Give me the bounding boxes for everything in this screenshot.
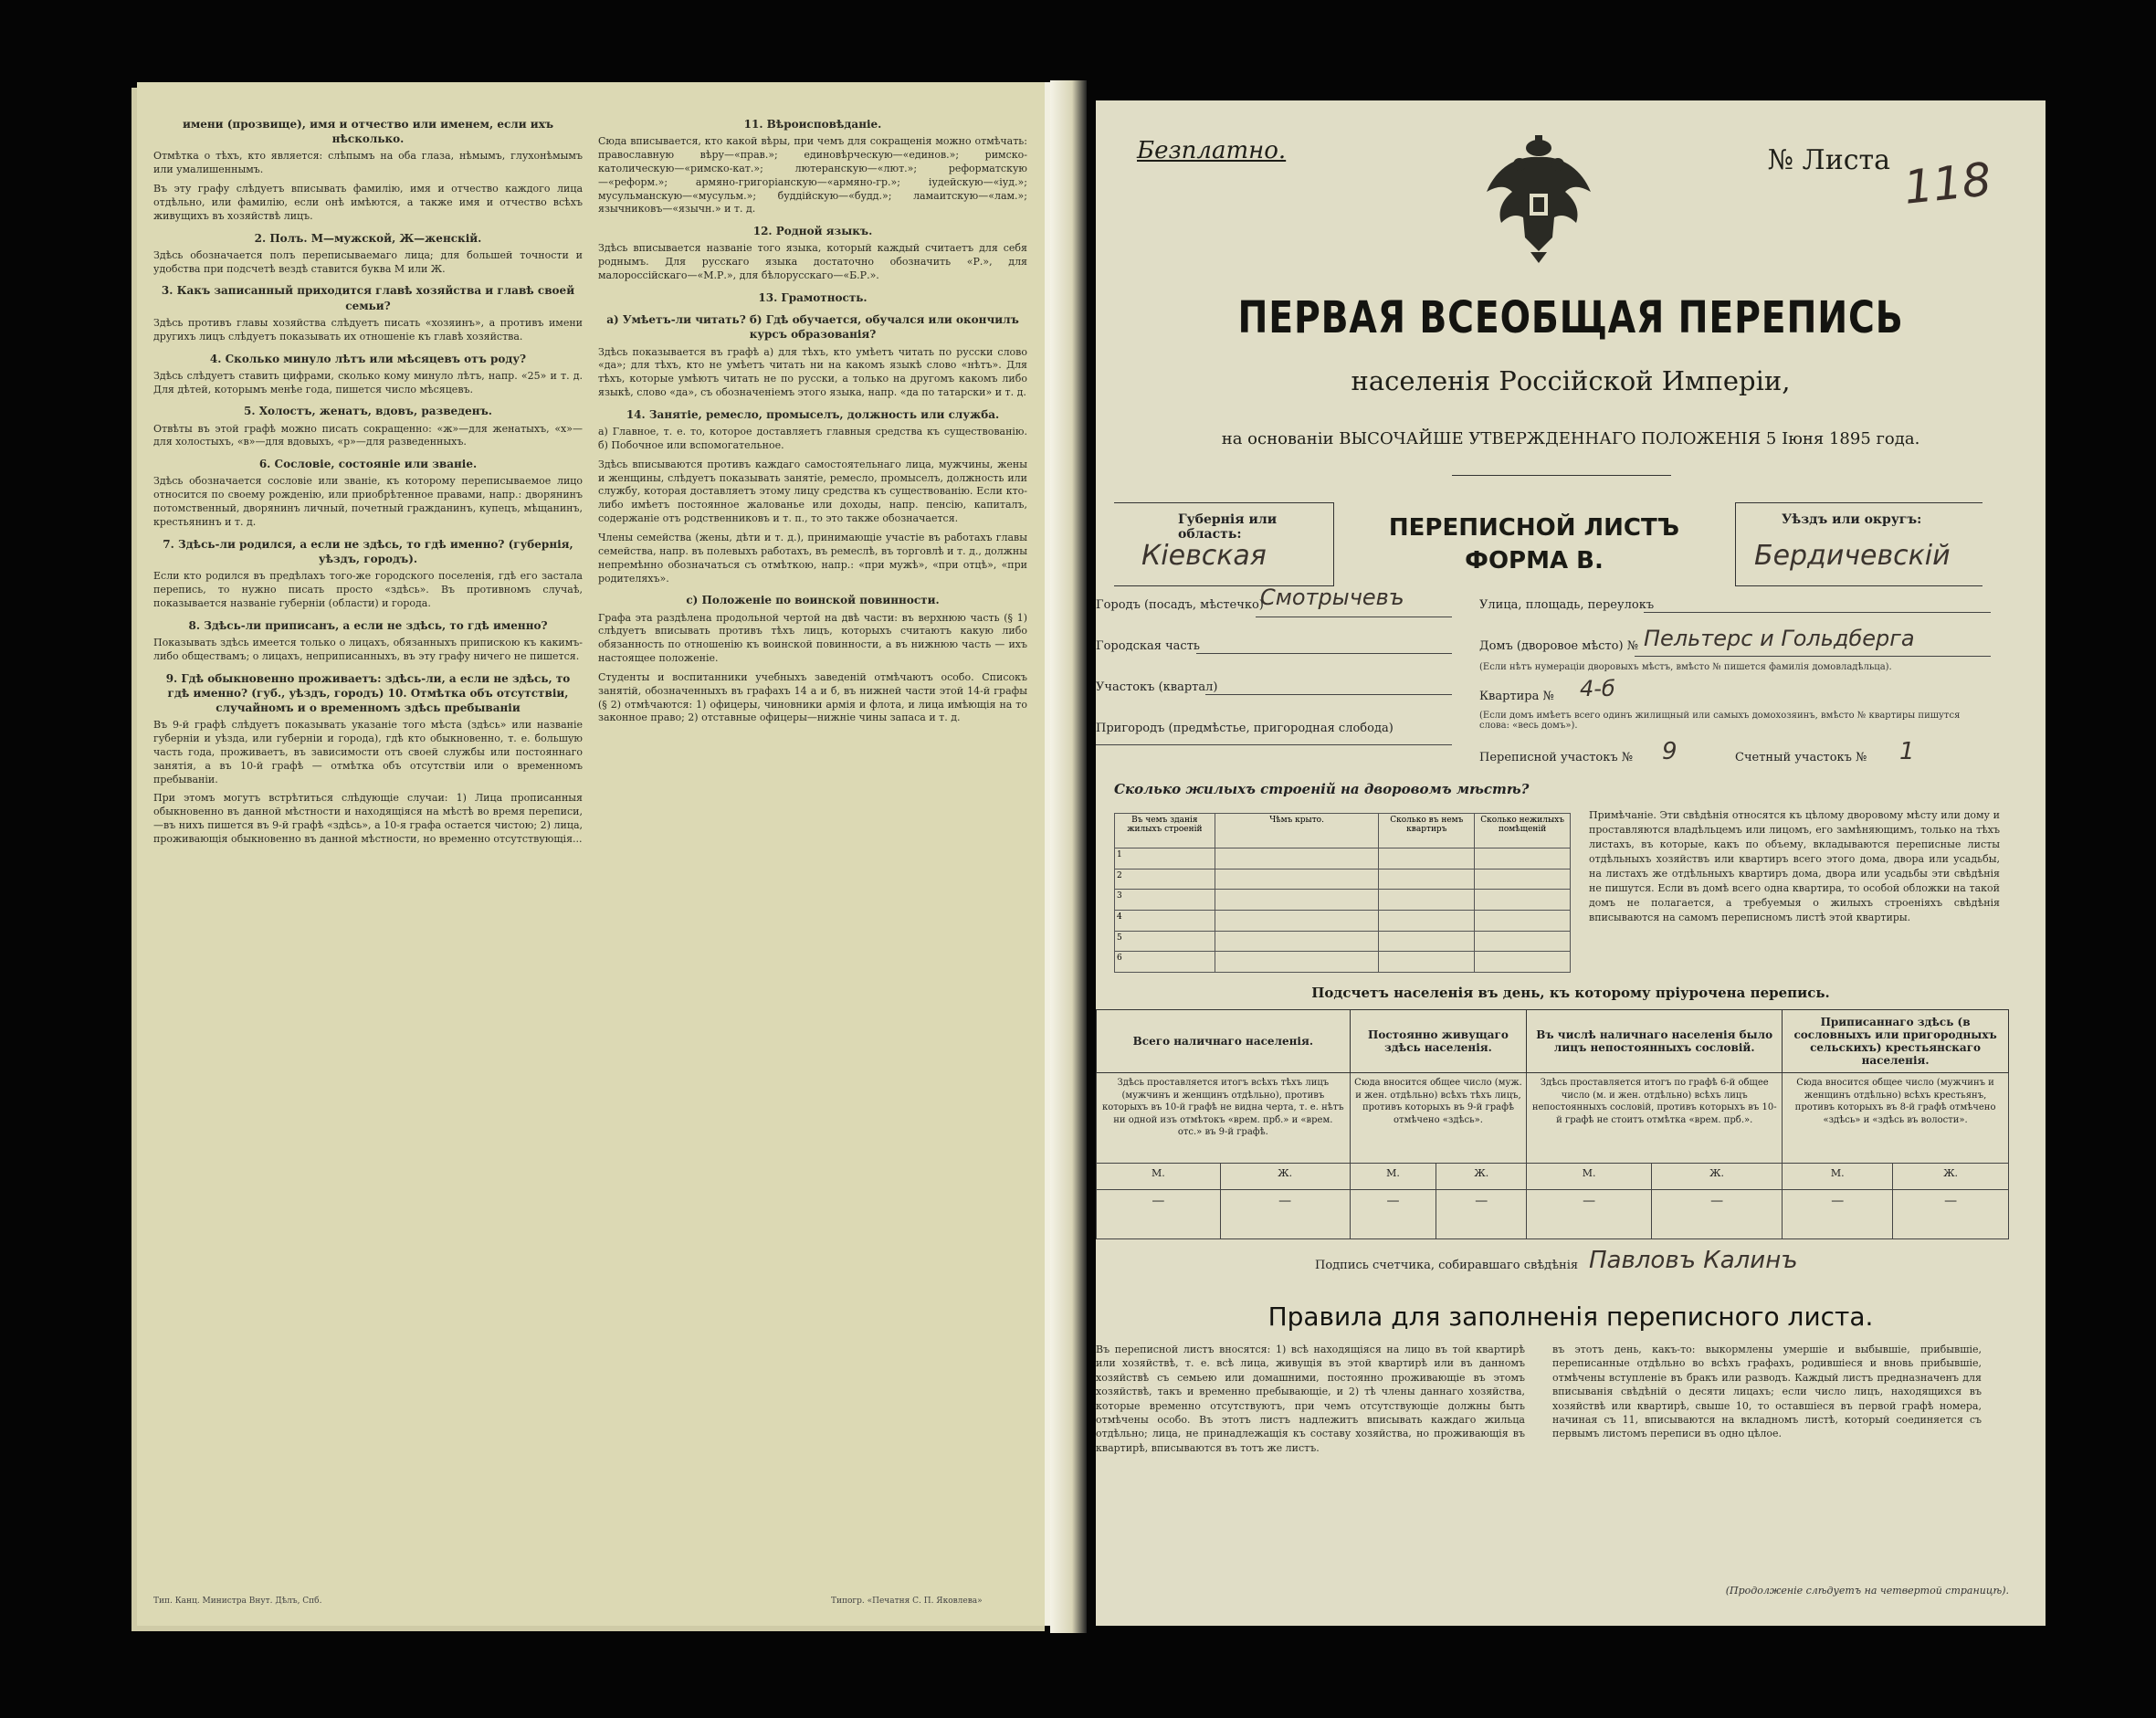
dwellings-row-num: 3 — [1115, 890, 1215, 911]
paragraph: Здѣсь слѣдуетъ ставить цифрами, сколько кому минуло лѣтъ, напр. «25» и т. д. Для дѣтей, которымъ менѣе года, пишется число мѣсяцевъ. — [153, 369, 583, 395]
dom-underline — [1635, 656, 1991, 657]
uchastok-underline — [1205, 694, 1452, 695]
paragraph: Здѣсь обозначается сословіе или званіе, къ которому переписываемое лицо относится по своему рожденію, или приобрѣтенное правами, напр.: дворянинъ потомственный, дворянинъ личный, почетный гражданинъ, купецъ, мѣщанинъ, крестьянинъ и т. д. — [153, 475, 583, 528]
section-heading: имени (прозвище), имя и отчество или именем, если ихъ нѣсколько. — [182, 118, 554, 146]
section-heading: а) Умѣетъ-ли читать? б) Гдѣ обучается, обучался или окончилъ курсъ образованія? — [606, 313, 1019, 342]
dwellings-row-num: 2 — [1115, 869, 1215, 890]
form-header — [1361, 511, 1708, 578]
count-male-label: М. — [1527, 1164, 1652, 1190]
count-female-label: Ж. — [1893, 1164, 2009, 1190]
dwellings-row-num: 1 — [1115, 848, 1215, 869]
section-heading: 12. Родной языкъ. — [752, 225, 873, 238]
gubernia-label: Губернія или область: — [1178, 512, 1278, 542]
dom-label: Домъ (дворовое мѣсто) № — [1479, 639, 1639, 653]
dwellings-table — [1114, 813, 1571, 973]
count-header: Постоянно живущаго здѣсь населенія. — [1350, 1010, 1527, 1073]
free-label: Безплатно. — [1137, 137, 1287, 164]
paragraph: Здѣсь вписываются противъ каждаго самостоятельнаго лица, мужчины, жены и женщины, слѣдуетъ показывать занятіе, ремесло, промыселъ, должность или службу, которая доставляетъ этому лицу средства къ существованію. Если кто-либо имѣетъ постоянное жалованье или доходы, напр. пенсію, капиталъ, содержаніе отъ родственниковъ и т. п., то это также обозначается. — [598, 458, 1027, 525]
count-value: — — [1097, 1190, 1221, 1239]
legal-basis: на основаніи ВЫСОЧАЙШЕ УТВЕРЖДЕННАГО ПОЛОЖЕНІЯ 5 Іюня 1895 года. — [1221, 429, 1920, 448]
paragraph: Въ эту графу слѣдуетъ вписывать фамилію, имя и отчество каждого лица отдѣльно, или фамилію, если онѣ имѣются, а также имя и отчество всѣхъ живущихъ въ хозяйствѣ лицъ. — [153, 183, 583, 222]
dwellings-header-row — [1115, 814, 1571, 848]
paragraph: Если кто родился въ предѣлахъ того-же городского поселенія, гдѣ его застала перепись, то нужно писать просто «здѣсь». Въ противномъ случаѣ, показывается названіе губерніи (области) и города. — [153, 570, 583, 609]
section-heading: с) Положеніе по воинской повинности. — [686, 594, 940, 607]
population-count-table — [1096, 1009, 2009, 1239]
rules-column-2: въ этотъ день, какъ-то: выкормлены умершіе и выбывшіе, прибывшіе, переписанные отдѣльно во всѣхъ графахъ, родившіеся и вновь прибывшіе, отмѣчены вступленіе въ бракъ или разводъ. Каждый листъ предназначенъ для вписыванія свѣдѣній о десяти лицахъ; если число лицъ, находящихся въ хозяйствѣ или квартирѣ, свыше 10, то оставшіеся въ первой графѣ номера, начиная съ 11, вписываются на вкладномъ листѣ, который соединяется съ первымъ листомъ переписи въ одно цѣлое. — [1552, 1344, 1982, 1440]
count-description: Сюда вносится общее число (муж. и жен. отдѣльно) всѣхъ тѣхъ лицъ, противъ которыхъ въ 9-й графѣ отмѣчено «здѣсь». — [1350, 1073, 1527, 1164]
count-header: Всего наличнаго населенія. — [1097, 1010, 1351, 1073]
gubernia-value: Кіевская — [1141, 540, 1267, 572]
uezd-value: Бердичевскій — [1754, 540, 1951, 572]
section-heading: 8. Здѣсь-ли приписанъ, а если не здѣсь, то гдѣ именно? — [188, 618, 548, 632]
dwellings-header: Сколько въ немъ квартиръ — [1379, 814, 1475, 848]
paragraph: Показывать здѣсь имеется только о лицахъ, обязанныхъ припискою къ какимъ-либо обществамъ; о лицахъ, неприписанныхъ, въ эту графу ничего не пишется. — [153, 636, 583, 662]
count-value: — — [1893, 1190, 2009, 1239]
chast-label: Городская часть — [1096, 639, 1200, 653]
sheet-number-handwritten: 118 — [1900, 153, 1993, 215]
count-header: Въ числѣ наличнаго населенія было лицъ непостоянныхъ сословій. — [1527, 1010, 1783, 1073]
paragraph: При этомъ могутъ встрѣтиться слѣдующіе случаи: 1) Лица прописанныя обыкновенно въ данной мѣстности и находящіяся на мѣстѣ во время переписи,—въ нихъ пишется въ 9-й графѣ «здѣсь», а 10-я графа остается чистою; 2) лица, проживающія обыкновенно въ данной мѣстности, но временно отсутствующія... — [153, 792, 583, 845]
page-gutter — [1050, 80, 1087, 1633]
schet-uchastok-value: 1 — [1899, 738, 1915, 765]
count-description-row — [1097, 1073, 2009, 1164]
dwellings-row-num: 5 — [1115, 931, 1215, 952]
section-heading: 4. Сколько минуло лѣтъ или мѣсяцевъ отъ роду? — [209, 352, 527, 365]
count-female-label: Ж. — [1652, 1164, 1783, 1190]
chast-underline — [1196, 653, 1452, 654]
section-heading: 6. Сословіе, состояніе или званіе. — [258, 458, 478, 471]
count-value: — — [1783, 1190, 1893, 1239]
left-footer-typography: Типогр. «Печатня С. П. Яковлева» — [831, 1597, 983, 1606]
dwellings-header: Чѣмъ крыто. — [1215, 814, 1379, 848]
rules-column-1: Въ переписной листъ вносятся: 1) всѣ находящіяся на лицо въ той квартирѣ или хозяйствѣ, т. е. всѣ лица, живущія въ этой квартирѣ или въ данномъ хозяйствѣ съ семьею или домашними, постоянно проживающіе въ этомъ хозяйствѣ, такъ и временно пребывающіе, и 2) тѣ члены даннаго хозяйства, которые временно отсутствуютъ, при чемъ отсутствующіе должны быть отмѣчены особо. Въ этотъ листъ надлежитъ вписывать каждаго жильца отдѣльно; лица, не принадлежащія къ составу хозяйства, но проживающія въ квартирѣ, вписываются въ тотъ же листъ. — [1096, 1344, 1525, 1454]
count-female-label: Ж. — [1436, 1164, 1527, 1190]
right-page — [1096, 100, 2046, 1626]
uezd-box — [1735, 502, 1982, 586]
section-heading: 9. Гдѣ обыкновенно проживаетъ: здѣсь-ли, а если не здѣсь, то гдѣ именно? (губ., уѣздъ, городъ) 10. Отмѣтка объ отсутствіи, случайномъ и о временномъ здѣсь пребываніи — [165, 671, 571, 714]
count-male-label: М. — [1350, 1164, 1436, 1190]
section-heading: 13. Грамотность. — [758, 290, 868, 304]
population-count-heading: Подсчетъ населенія въ день, къ которому пріурочена перепись. — [1311, 985, 1830, 1001]
dwellings-row — [1115, 931, 1571, 952]
count-description: Здѣсь проставляется итогъ по графѣ 6-й общее число (м. и жен. отдѣльно) всѣхъ лицъ непостоянныхъ сословій, противъ которыхъ въ 10-й графѣ не стоитъ отмѣтка «врем. прб.». — [1527, 1073, 1783, 1164]
uezd-label: Уѣздъ или округъ: — [1782, 512, 1922, 527]
count-value: — — [1652, 1190, 1783, 1239]
rules-title: Правила для заполненія переписного листа. — [1267, 1302, 1874, 1332]
count-header: Приписаннаго здѣсь (в сословныхъ или пригородныхъ сельскихъ) крестьянскаго населенія. — [1783, 1010, 2009, 1073]
paragraph: Здѣсь обозначается полъ переписываемаго лица; для большей точности и удобства при подсчетѣ вездѣ ставится буква М или Ж. — [153, 248, 583, 275]
prigorod-label: Пригородъ (предмѣстье, пригородная слобода) — [1096, 722, 1394, 735]
kvartira-value: 4-б — [1580, 676, 1615, 701]
form-title: ПЕРЕПИСНОЙ ЛИСТЪ — [1388, 514, 1680, 542]
paragraph: Въ 9-й графѣ слѣдуетъ показывать указаніе того мѣста (здѣсь» или названіе губерніи и уѣзда, или губерніи и города), гдѣ кто обыкновенно, т. е. большую часть года, проживаетъ, въ зависимости отъ своей службы или постояннаго занятія, а въ 10-й графѣ — отмѣтка объ отсутствіи или о временномъ пребываніи. — [153, 719, 583, 785]
left-footer-printer: Тип. Канц. Министра Внут. Дѣлъ, Спб. — [153, 1597, 322, 1606]
count-male-label: М. — [1783, 1164, 1893, 1190]
paragraph: Здѣсь противъ главы хозяйства слѣдуетъ писать «хозяинъ», а противъ имени другихъ лицъ слѣдуетъ показывать их отношеніе къ главѣ хозяйства. — [153, 316, 583, 343]
count-value: — — [1220, 1190, 1350, 1239]
section-heading: 2. Полъ. М—мужской, Ж—женскій. — [254, 231, 482, 245]
gorod-label: Городъ (посадъ, мѣстечко) — [1096, 598, 1264, 612]
paragraph: Студенты и воспитанники учебныхъ заведеній отмѣчаютъ особо. Списокъ занятій, обозначенныхъ въ графахъ 14 а и б, въ нижней части этой 14-й графы (§ 2) отмѣчаются: 1) офицеры, чиновники армія и флота, и лица имѣющія на то законное право; 2) отставные офицеры—нижніе чины запаса и т. д. — [598, 670, 1027, 724]
dwellings-row — [1115, 952, 1571, 973]
dwellings-remark: Примѣчаніе. Эти свѣдѣнія относятся къ цѣлому дворовому мѣсту или дому и проставляются владѣльцемъ или лицомъ, его замѣняющимъ, только на тѣхъ листахъ, въ которые, какъ по объему, вкладываются переписные листы отдѣльныхъ хозяйствъ или квартиръ всего этого дома, двора или усадьбы, на листахъ же отдѣльныхъ квартиръ дома, двора или усадьбы эти свѣдѣнія не пишутся. Если въ домѣ всего одна квартира, то особой обложки на такой домъ не полагается, а требуемыя о жилыхъ строеніяхъ свѣдѣнія вписываются на самомъ переписномъ листѣ этой квартиры. — [1589, 809, 2000, 923]
section-heading: 7. Здѣсь-ли родился, а если не здѣсь, то гдѣ именно? (губернія, уѣздъ, городъ). — [163, 537, 573, 566]
paragraph: Здѣсь показывается въ графѣ а) для тѣхъ, кто умѣетъ читать по русски слово «да»; для тѣхъ, кто не умѣетъ читать ни на какомъ языкѣ слово «нѣтъ». Для тѣхъ, которые умѣютъ читать не по русски, а только на другомъ какомъ либо языкѣ, слово «да», съ обозначеніемъ этого языка, напр. «да по татарски» и т. д. — [598, 345, 1027, 399]
title-divider — [1452, 475, 1671, 476]
dom-value: Пельтерс и Гольдберга — [1644, 626, 1915, 651]
dom-note: (Если нѣтъ нумераціи дворовыхъ мѣстъ, вмѣсто № пишется фамилія домовладѣльца). — [1479, 662, 1892, 672]
left-column-2 — [598, 110, 1027, 1571]
kvartira-label: Квартира № — [1479, 690, 1554, 703]
dwellings-question: Сколько жилыхъ строеній на дворовомъ мѣстѣ? — [1114, 781, 1530, 797]
count-male-label: М. — [1097, 1164, 1221, 1190]
ulitsa-label: Улица, площадь, переулокъ — [1479, 598, 1655, 612]
paragraph: Здѣсь вписывается названіе того языка, который каждый считаетъ для себя роднымъ. Для русскаго языка достаточно обозначить «Р.», для малороссійскаго—«М.Р.», для бѣлорусскаго—«Б.Р.». — [598, 242, 1027, 282]
count-sex-row — [1097, 1164, 2009, 1190]
dwellings-row-num: 4 — [1115, 910, 1215, 931]
paragraph: Отвѣты въ этой графѣ можно писать сокращенно: «ж»—для женатыхъ, «х»—для холостыхъ, «в»—для вдовыхъ, «р»—для разведенныхъ. — [153, 422, 583, 448]
gorod-value: Смотрычевъ — [1260, 585, 1404, 610]
gubernia-box — [1114, 502, 1334, 586]
paragraph: Члены семейства (жены, дѣти и т. д.), принимающіе участіе въ работахъ главы семейства, напр. въ полевыхъ работахъ, въ ремеслѣ, въ торговлѣ и т. д., должны непремѣнно обозначаться съ отмѣткою, напр.: «при мужѣ», «при отцѣ», «при родителяхъ». — [598, 532, 1027, 585]
dwellings-row — [1115, 848, 1571, 869]
count-value: — — [1436, 1190, 1527, 1239]
paragraph: Отмѣтка о тѣхъ, кто является: слѣпымъ на оба глаза, нѣмымъ, глухонѣмымъ или умалишеннымъ. — [153, 150, 583, 176]
paragraph: Графа эта раздѣлена продольной чертой на двѣ части: въ верхнюю часть (§ 1) слѣдуетъ вписывать противъ тѣхъ лицъ, которыхъ считаютъ какую либо обязанность по отношенію къ воинской повинности, а въ нижнюю часть — ихъ настоящее положеніе. — [598, 611, 1027, 665]
sheet-number-label: № Листа — [1767, 144, 1890, 176]
kvartira-note: (Если домъ имѣетъ всего одинъ жилищный или самыхъ домохозяинъ, вмѣсто № квартиры пишутся слова: «весь домъ»). — [1479, 711, 1961, 731]
dwellings-row — [1115, 890, 1571, 911]
census-title: ПЕРВАЯ ВСЕОБЩАЯ ПЕРЕПИСЬ — [1237, 292, 1904, 343]
perepis-uchastok-value: 9 — [1662, 738, 1677, 765]
form-variant: ФОРМА В. — [1465, 547, 1604, 575]
paragraph: а) Главное, т. е. то, которое доставляетъ главныя средства къ существованію. б) Побочное или вспомогательное. — [598, 426, 1027, 451]
dwellings-header: Сколько нежилыхъ помѣщеній — [1475, 814, 1571, 848]
count-value-row — [1097, 1190, 2009, 1239]
section-heading: 3. Какъ записанный приходится главѣ хозяйства и главѣ своей семьи? — [161, 284, 575, 312]
section-heading: 5. Холостъ, женатъ, вдовъ, разведенъ. — [244, 405, 492, 418]
signature-label: Подпись счетчика, собиравшаго свѣдѣнія — [1315, 1259, 1579, 1272]
prigorod-underline — [1096, 744, 1452, 745]
section-heading: 14. Занятіе, ремесло, промыселъ, должность или служба. — [626, 407, 1000, 421]
ulitsa-underline — [1644, 612, 1991, 613]
double-headed-eagle-emblem — [1479, 128, 1598, 265]
count-description: Здѣсь проставляется итогъ всѣхъ тѣхъ лицъ (мужчинъ и женщинъ отдѣльно), противъ которыхъ въ 10-й графѣ не видна черта, т. е. нѣтъ ни одной изъ отмѣтокъ «врем. прб.» и «врем. отс.» въ 9-й графѣ. — [1097, 1073, 1351, 1164]
count-description: Сюда вносится общее число (мужчинъ и женщинъ отдѣльно) всѣхъ крестьянъ, противъ которыхъ въ 8-й графѣ отмѣчено «здѣсь» и «здѣсь въ волости». — [1783, 1073, 2009, 1164]
perepis-uchastok-label: Переписной участокъ № — [1479, 751, 1634, 764]
dwellings-row — [1115, 910, 1571, 931]
count-value: — — [1527, 1190, 1652, 1239]
left-column-1 — [153, 110, 583, 1571]
count-value: — — [1350, 1190, 1436, 1239]
count-header-row — [1097, 1010, 2009, 1073]
uchastok-label: Участокъ (квартал) — [1096, 680, 1218, 694]
dwellings-row — [1115, 869, 1571, 890]
signature-value: Павловъ Калинъ — [1589, 1247, 1798, 1274]
left-page — [137, 82, 1050, 1626]
count-female-label: Ж. — [1220, 1164, 1350, 1190]
rules-continuation-note: (Продолженіе слѣдуетъ на четвертой страницѣ). — [1725, 1585, 2009, 1597]
dwellings-header: Въ чемъ зданія жилыхъ строеній — [1115, 814, 1215, 848]
paragraph: Сюда вписывается, кто какой вѣры, при чемъ для сокращенія можно отмѣчать: православную вѣру—«прав.»; единовѣрческую—«единов.»; римско-католическую—«римско-кат.»; лютеранскую—«лют.»; реформатскую—«реформ.»; армяно-григоріанскую—«армяно-гр.»; іудейскую—«іуд.»; мусульманскую—«мусульм.»; буддійскую—«будд.»; ламаитскую—«лам.»; язычниковъ—«язычн.» и т. д. — [598, 135, 1027, 216]
section-heading: 11. Вѣроисповѣданіе. — [743, 118, 882, 131]
census-subtitle: населенія Россійской Имперіи, — [1351, 365, 1791, 396]
schet-uchastok-label: Счетный участокъ № — [1735, 751, 1867, 764]
dwellings-row-num: 6 — [1115, 952, 1215, 973]
